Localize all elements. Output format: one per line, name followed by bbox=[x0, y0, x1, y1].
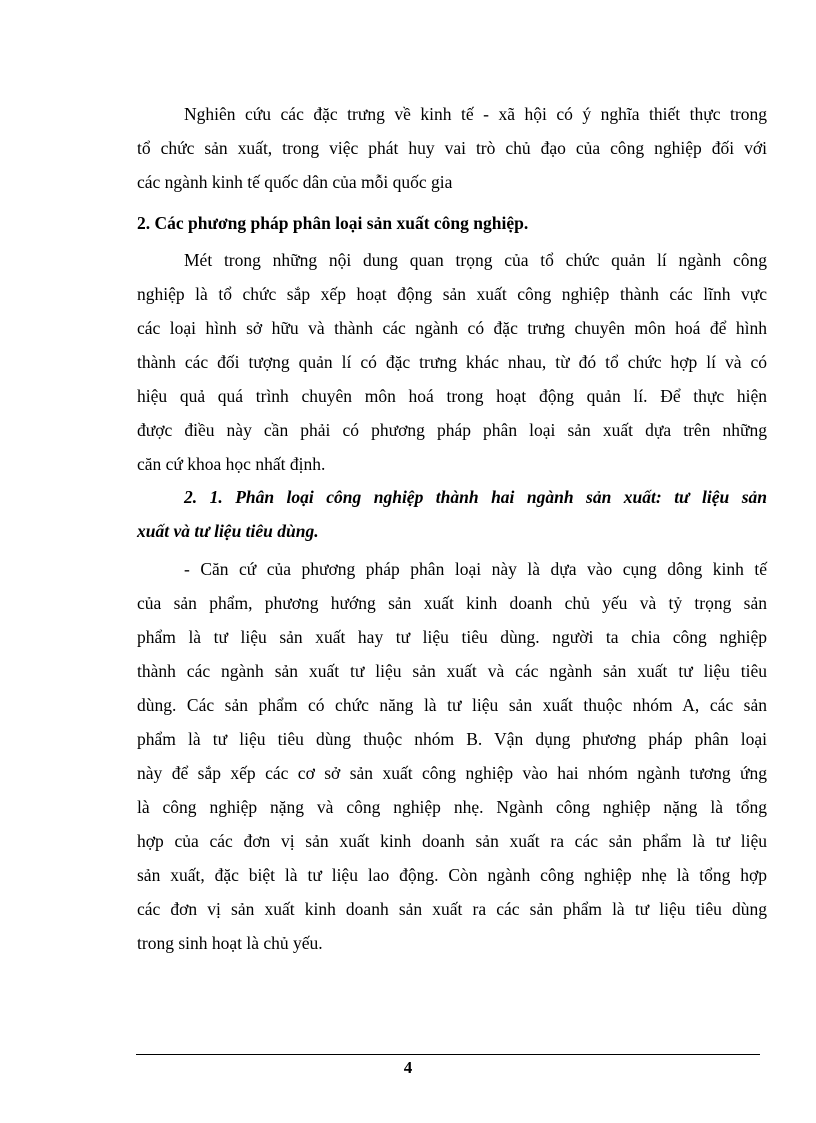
text-line: thành các đối tượng quản lí có đặc trưng khác nhau, từ đó tổ chức hợp lí và có bbox=[137, 352, 767, 372]
subsection-heading bbox=[137, 480, 767, 548]
subsection-heading-text: xuất và tư liệu tiêu dùng. bbox=[137, 521, 319, 541]
text-line: của sản phẩm, phương hướng sản xuất kinh doanh chủ yếu và tỷ trọng sản bbox=[137, 593, 767, 613]
text-line: Mét trong những nội dung quan trọng của tổ chức quản lí ngành công bbox=[184, 250, 767, 270]
section-heading bbox=[137, 206, 767, 240]
text-line: Nghiên cứu các đặc trưng về kinh tế - xã hội có ý nghĩa thiết thực trong bbox=[184, 104, 767, 124]
text-line: căn cứ khoa học nhất định. bbox=[137, 454, 326, 474]
footer-divider bbox=[136, 1054, 760, 1055]
text-line: - Căn cứ của phương pháp phân loại này là dựa vào cụng dông kinh tế bbox=[184, 559, 767, 579]
text-line: dùng. Các sản phẩm có chức năng là tư liệu sản xuất thuộc nhóm A, các sản bbox=[137, 695, 767, 715]
text-line: tổ chức sản xuất, trong việc phát huy vai trò chủ đạo của công nghiệp đối với bbox=[137, 138, 767, 158]
paragraph-classification bbox=[137, 552, 767, 960]
text-line: là công nghiệp nặng và công nghiệp nhẹ. Ngành công nghiệp nặng là tổng bbox=[137, 797, 767, 817]
text-line: các ngành kinh tế quốc dân của mỗi quốc gia bbox=[137, 172, 453, 192]
text-line: phẩm là tư liệu sản xuất hay tư liệu tiêu dùng. người ta chia công nghiệp bbox=[137, 627, 767, 647]
section-heading-text: 2. Các phương pháp phân loại sản xuất công nghiệp. bbox=[137, 213, 529, 233]
text-line: nghiệp là tổ chức sắp xếp hoạt động sản xuất công nghiệp thành các lĩnh vực bbox=[137, 284, 767, 304]
text-line: phẩm là tư liệu tiêu dùng thuộc nhóm B. Vận dụng phương pháp phân loại bbox=[137, 729, 767, 749]
text-line: trong sinh hoạt là chủ yếu. bbox=[137, 933, 323, 953]
text-line: hợp của các đơn vị sản xuất kinh doanh sản xuất ra các sản phẩm là tư liệu bbox=[137, 831, 767, 851]
page-number: 4 bbox=[403, 1058, 413, 1077]
text-line: sản xuất, đặc biệt là tư liệu lao động. Còn ngành công nghiệp nhẹ là tổng hợp bbox=[137, 865, 767, 885]
paragraph-intro bbox=[137, 97, 767, 199]
paragraph-section-intro bbox=[137, 243, 767, 481]
text-line: được điều này cần phải có phương pháp phân loại sản xuất dựa trên những bbox=[137, 420, 767, 440]
text-line: hiệu quả quá trình chuyên môn hoá trong hoạt động quản lí. Để thực hiện bbox=[137, 386, 767, 406]
text-line: thành các ngành sản xuất tư liệu sản xuất và các ngành sản xuất tư liệu tiêu bbox=[137, 661, 767, 681]
subsection-heading-text: 2. 1. Phân loại công nghiệp thành hai ngành sản xuất: tư liệu sản bbox=[184, 487, 767, 507]
text-line: các đơn vị sản xuất kinh doanh sản xuất ra các sản phẩm là tư liệu tiêu dùng bbox=[137, 899, 767, 919]
text-line: này để sắp xếp các cơ sở sản xuất công nghiệp vào hai nhóm ngành tương ứng bbox=[137, 763, 767, 783]
text-line: các loại hình sở hữu và thành các ngành có đặc trưng chuyên môn hoá để hình bbox=[137, 318, 767, 338]
